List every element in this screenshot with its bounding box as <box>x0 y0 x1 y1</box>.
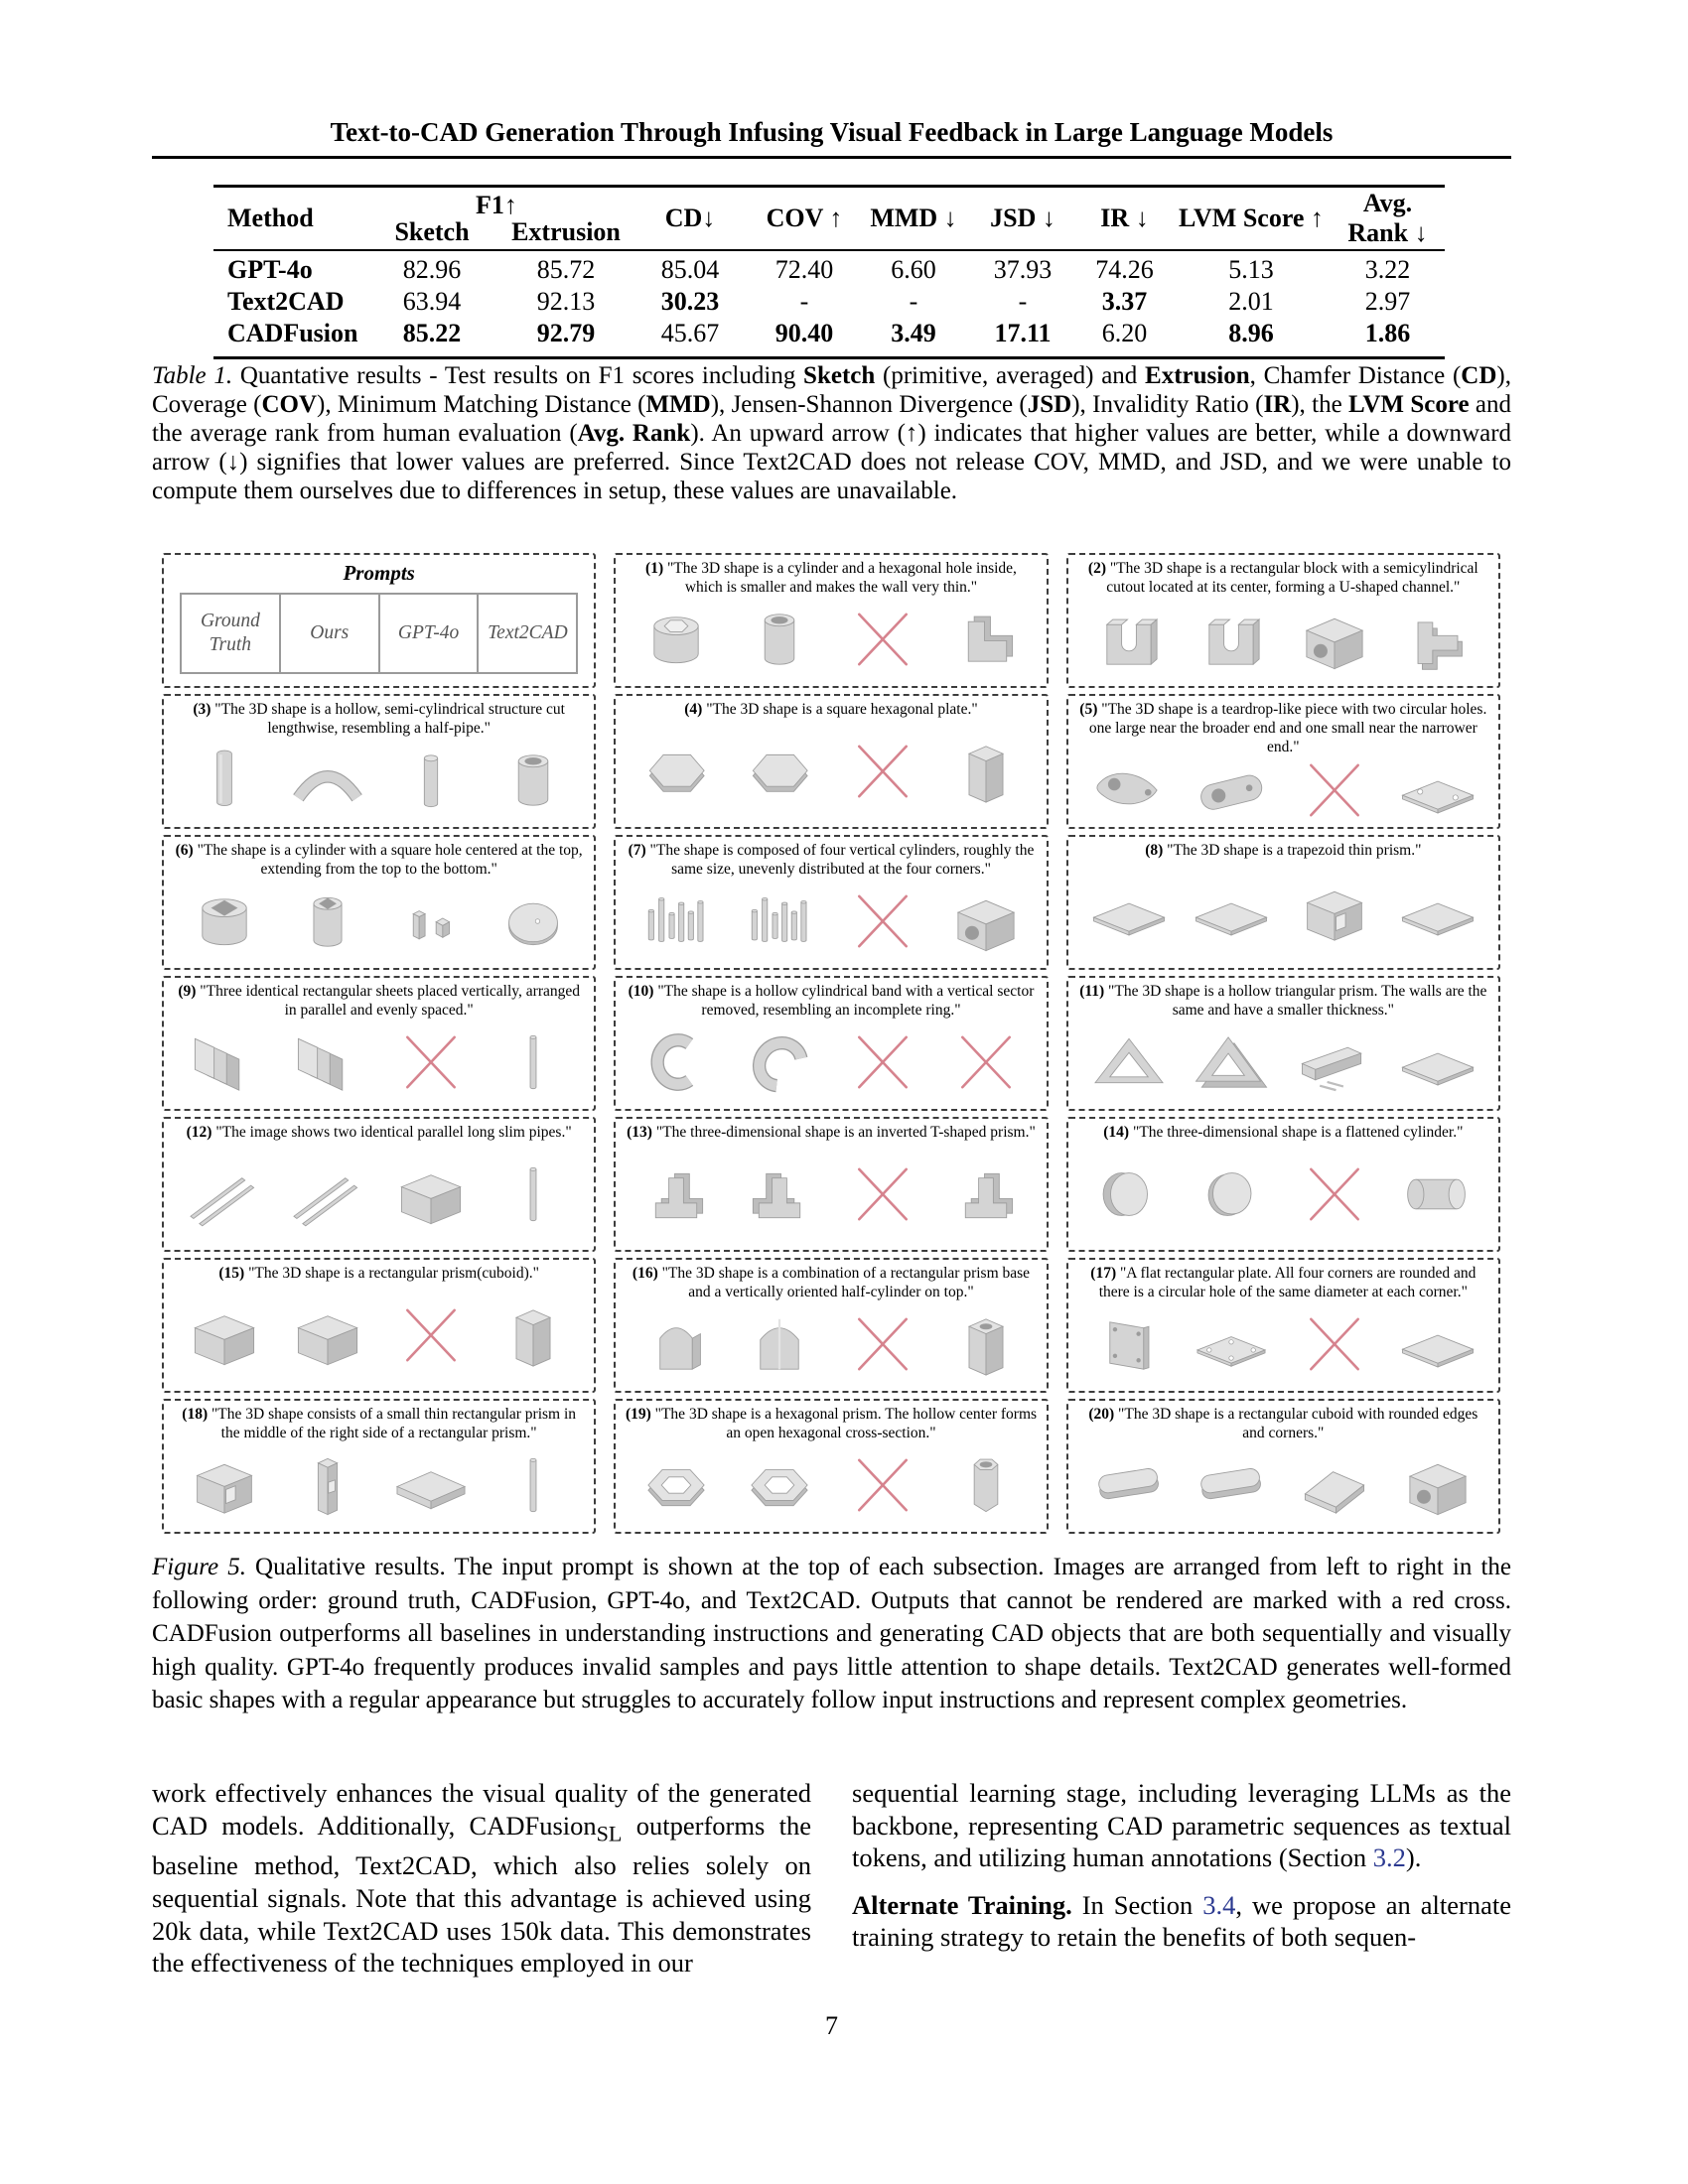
cad-shape-pipes-icon <box>278 1158 377 1231</box>
render-failure-cross-icon <box>833 603 932 676</box>
body-right-paragraph-2: Alternate Training. In Section 3.4, we propose an alternate training strategy to retain the benefits of both sequen- <box>852 1889 1511 1953</box>
cad-shape-tblock2-icon <box>730 1158 829 1231</box>
metric-value: 3.22 <box>1364 255 1411 284</box>
metric-value: 85.22 <box>402 319 462 347</box>
cad-shape-tube-icon <box>730 603 829 676</box>
figure-panel-19 <box>614 1399 1048 1534</box>
cad-shape-plate-icon <box>1388 1307 1487 1381</box>
cad-shape-tritube-icon <box>1182 1025 1281 1099</box>
legend-col-gpt4o: GPT-4o <box>380 595 480 672</box>
col-header-ir: IR ↓ <box>1100 204 1149 232</box>
table-row <box>213 286 1445 318</box>
cad-shape-rbox-icon <box>1079 1448 1179 1522</box>
cad-shape-hexplate-icon <box>627 735 726 808</box>
panel-prompt: (5) "The 3D shape is a teardrop-like piece with two circular holes. one large near the broader end and one small near the narrower end." <box>1079 701 1487 755</box>
cad-shape-triframe-icon <box>1079 1025 1179 1099</box>
col-header-method: Method <box>227 204 314 232</box>
panel-prompt: (13) "The three-dimensional shape is an inverted T-shaped prism." <box>627 1124 1036 1141</box>
cad-shape-plateholes4-icon <box>1182 1307 1281 1381</box>
legend-col-ground-truth: Ground Truth <box>182 595 281 672</box>
figure-panel-14 <box>1066 1117 1500 1252</box>
method-name: GPT-4o <box>227 255 313 284</box>
cad-shape-hexprismhole-icon <box>936 1448 1036 1522</box>
metric-value: 37.93 <box>993 255 1053 284</box>
col-header-f1-group <box>362 188 631 249</box>
metric-value: 90.40 <box>774 319 834 347</box>
panel-prompt: (9) "Three identical rectangular sheets placed vertically, arranged in parallel and evenly spaced." <box>178 983 580 1019</box>
metric-value: 45.67 <box>660 319 720 347</box>
cad-shape-pipes-icon <box>175 1158 274 1231</box>
metric-value: 82.96 <box>402 255 462 284</box>
cad-shape-rod-icon <box>484 1025 583 1099</box>
method-name: Text2CAD <box>227 287 345 316</box>
cad-shape-lblock-icon <box>936 603 1036 676</box>
panel-prompt: (3) "The 3D shape is a hollow, semi-cylindrical structure cut lengthwise, resembling a half-pipe." <box>193 701 565 737</box>
cad-shape-tallbox-icon <box>484 1298 583 1372</box>
cad-shape-arch2-icon <box>730 1307 829 1381</box>
cad-shape-box-icon <box>175 1298 274 1372</box>
cad-shape-box-icon <box>381 1158 481 1231</box>
title-rule <box>152 156 1511 159</box>
metric-value: 30.23 <box>660 287 720 316</box>
figure-panel-7 <box>614 835 1048 970</box>
section-link[interactable]: 3.4 <box>1202 1889 1236 1920</box>
cad-shape-tblock-icon <box>627 1158 726 1231</box>
cad-shape-sheets-icon <box>175 1025 274 1099</box>
metric-value: 2.01 <box>1228 287 1274 316</box>
render-failure-cross-icon <box>1285 1307 1384 1381</box>
cad-shape-boxholetop-icon <box>936 1307 1036 1381</box>
metric-value: 92.13 <box>536 287 596 316</box>
metric-value: 85.04 <box>660 255 720 284</box>
metric-value: 17.11 <box>994 319 1052 347</box>
cad-shape-longbar-icon <box>1285 1025 1384 1099</box>
panel-prompt: (11) "The 3D shape is a hollow triangular prism. The walls are the same and have a smaller thickness." <box>1079 983 1487 1019</box>
panel-prompt: (12) "The image shows two identical parallel long slim pipes." <box>186 1124 572 1141</box>
cad-shape-disc2-icon <box>1182 1158 1281 1231</box>
table-row <box>213 318 1445 349</box>
body-text-right <box>852 1777 1511 1954</box>
metric-value: - <box>909 287 918 316</box>
render-failure-cross-icon <box>833 1025 932 1099</box>
metric-value: 92.79 <box>536 319 596 347</box>
metric-value: 1.86 <box>1364 319 1411 347</box>
figure-panel-9 <box>162 976 596 1111</box>
panel-prompt: (4) "The 3D shape is a square hexagonal plate." <box>684 701 978 718</box>
col-header-cd: CD↓ <box>664 204 716 232</box>
cad-shape-tblock-icon <box>936 1158 1036 1231</box>
body-right-paragraph-1: sequential learning stage, including leveraging LLMs as the backbone, representing CAD parametric sequences as textual tokens, and utilizing human annotations (Section 3.2). <box>852 1778 1511 1873</box>
panel-prompt: (19) "The 3D shape is a hexagonal prism. The hollow center forms an open hexagonal cross-section." <box>625 1406 1038 1441</box>
figure-panel-10 <box>614 976 1048 1111</box>
figure-panel-6 <box>162 835 596 970</box>
cad-shape-vhalfpipe-icon <box>175 744 274 817</box>
metric-value: 85.72 <box>536 255 596 284</box>
cad-shape-boxtab-icon <box>1285 876 1384 949</box>
cad-shape-cyldiahole-icon <box>278 885 377 958</box>
cad-shape-wedge-icon <box>1285 1448 1384 1522</box>
panel-prompt: (18) "The 3D shape consists of a small thin rectangular prism in the middle of the right side of a rectangular prism." <box>182 1406 577 1441</box>
cad-shape-rods-icon <box>730 885 829 958</box>
cad-shape-tube-icon <box>484 744 583 817</box>
col-header-mmd: MMD ↓ <box>870 204 957 232</box>
method-name: CADFusion <box>227 319 358 347</box>
figure-panel-3 <box>162 694 596 829</box>
render-failure-cross-icon <box>381 1025 481 1099</box>
table-caption: Table 1. Quantative results - Test results on F1 scores including Sketch (primitive, averaged) and Extrusion, Chamfer Distance (CD), Coverage (COV), Minimum Matching Distance (MMD), Jensen-Shannon Divergence (JSD), Invalidity Ratio (IR), the LVM Score and the average rank from human evaluation (Avg. Rank). An upward arrow (↑) indicates that higher values are better, while a downward arrow (↓) signifies that lower values are preferred. Since Text2CAD does not release COV, MMD, and JSD, and we were unable to compute them ourselves due to differences in setup, these values are unavailable. <box>152 362 1512 504</box>
cad-shape-plate-icon <box>1388 876 1487 949</box>
render-failure-cross-icon <box>381 1298 481 1372</box>
figure-panel-4 <box>614 694 1048 829</box>
cad-shape-thincyl-icon <box>381 744 481 817</box>
col-header-jsd: JSD ↓ <box>990 204 1055 232</box>
cad-shape-arch-icon <box>627 1307 726 1381</box>
cad-shape-rodpair-icon <box>381 885 481 958</box>
figure-panel-18 <box>162 1399 596 1534</box>
render-failure-cross-icon <box>833 1448 932 1522</box>
panel-prompt: (8) "The 3D shape is a trapezoid thin prism." <box>1145 842 1422 859</box>
cad-shape-boxhole-icon <box>1388 1448 1487 1522</box>
metric-value: 63.94 <box>402 287 462 316</box>
render-failure-cross-icon <box>1285 1158 1384 1231</box>
cad-shape-plate-icon <box>1388 1025 1487 1099</box>
cad-shape-boxhole-icon <box>1285 603 1384 676</box>
metric-value: 3.37 <box>1101 287 1148 316</box>
cad-shape-hexhollow-icon <box>730 1448 829 1522</box>
panel-prompt: (14) "The three-dimensional shape is a flattened cylinder." <box>1103 1124 1464 1141</box>
cad-shape-disc-icon <box>1079 1158 1179 1231</box>
cad-shape-hcyl-icon <box>1388 1158 1487 1231</box>
figure-panel-17 <box>1066 1258 1500 1393</box>
cad-shape-boxhole-icon <box>936 885 1036 958</box>
render-failure-cross-icon <box>1285 753 1384 827</box>
cad-shape-tallbox-icon <box>936 735 1036 808</box>
figure-5 <box>162 553 1500 1534</box>
col-header-extrusion: Extrusion <box>511 217 621 246</box>
table-body <box>213 251 1445 356</box>
page-title: Text-to-CAD Generation Through Infusing Visual Feedback in Large Language Models <box>330 117 1334 147</box>
col-header-avg-rank: Avg. Rank ↓ <box>1347 189 1428 247</box>
cad-shape-rod-icon <box>484 1448 583 1522</box>
metric-value: - <box>799 287 809 316</box>
col-header-cov: COV ↑ <box>766 204 843 232</box>
cad-shape-boxtab-icon <box>175 1448 274 1522</box>
panel-prompt: (17) "A flat rectangular plate. All four corners are rounded and there is a circular hole of the same diameter at each corner." <box>1090 1265 1477 1300</box>
cad-shape-ring-icon <box>627 1025 726 1099</box>
cad-shape-cylhexhole-icon <box>627 603 726 676</box>
render-failure-cross-icon <box>833 1307 932 1381</box>
panel-prompt: (15) "The 3D shape is a rectangular prism(cuboid)." <box>218 1265 539 1282</box>
cad-shape-plate-icon <box>1182 876 1281 949</box>
panel-prompt: (20) "The 3D shape is a rectangular cuboid with rounded edges and corners." <box>1088 1406 1478 1441</box>
metric-value: 6.60 <box>891 255 936 284</box>
cad-shape-teardrop-icon <box>1079 753 1179 827</box>
cad-shape-rbar-icon <box>1182 753 1281 827</box>
metric-value: 74.26 <box>1095 255 1154 284</box>
cad-shape-rods-icon <box>627 885 726 958</box>
cad-shape-hexplate-icon <box>730 735 829 808</box>
figure-caption: Figure 5. Qualitative results. The input prompt is shown at the top of each subsection. Images are arranged from left to right in the following order: ground truth, CADFusion, GPT-4o, and Text2CAD. Outputs that cannot be rendered are marked with a red cross. CADFusion outperforms all baselines in understanding instructions and generating CAD objects that are both sequentially and visually high quality. GPT-4o frequently produces invalid samples and pays little attention to shape details. Text2CAD generates well-formed basic shapes with a regular appearance but struggles to accurately follow input instructions and represent complex geometries. <box>152 1554 1511 1713</box>
panel-prompt: (16) "The 3D shape is a combination of a rectangular prism base and a vertically oriented half-cylinder on top." <box>632 1265 1031 1300</box>
cad-shape-hexhollow-icon <box>627 1448 726 1522</box>
cad-shape-sheets-icon <box>278 1025 377 1099</box>
cad-shape-uchannel-icon <box>1182 603 1281 676</box>
body-text-left: work effectively enhances the visual quality of the generated CAD models. Additionally, CADFusion$_{SL}$ outperforms the baseline method, Text2CAD, which also relies solely on sequential signals. Note that this advantage is achieved using 20k data, while Text2CAD uses 150k data. This demonstrates the effectiveness of the techniques employed in our <box>152 1778 811 1979</box>
legend-title: Prompts <box>343 561 415 585</box>
figure-panel-12 <box>162 1117 596 1252</box>
render-failure-cross-icon <box>833 885 932 958</box>
col-header-sketch: Sketch <box>394 217 470 246</box>
figure-panel-20 <box>1066 1399 1500 1534</box>
render-failure-cross-icon <box>936 1025 1036 1099</box>
cad-shape-flatbox-icon <box>381 1448 481 1522</box>
cad-shape-dischole-icon <box>484 885 583 958</box>
render-failure-cross-icon <box>833 1158 932 1231</box>
panel-prompt: (6) "The shape is a cylinder with a square hole centered at the top, extending from the top to the bottom." <box>175 842 583 878</box>
cad-shape-uchannel-icon <box>1079 603 1179 676</box>
panel-prompt: (1) "The 3D shape is a cylinder and a hexagonal hole inside, which is smaller and makes the wall very thin." <box>645 560 1017 596</box>
metric-value: 5.13 <box>1228 255 1274 284</box>
figure-panel-2 <box>1066 553 1500 688</box>
figure-panel-8 <box>1066 835 1500 970</box>
figure-panel-11 <box>1066 976 1500 1111</box>
cad-shape-rbox-icon <box>1182 1448 1281 1522</box>
cad-shape-tallboxtab-icon <box>278 1448 377 1522</box>
metric-value: 6.20 <box>1101 319 1148 347</box>
col-header-lvm-score: LVM Score ↑ <box>1179 204 1324 232</box>
metric-value: 2.97 <box>1364 287 1411 316</box>
panel-prompt: (2) "The 3D shape is a rectangular block with a semicylindrical cutout located at its center, forming a U-shaped channel." <box>1087 560 1478 596</box>
table-header <box>213 188 1445 251</box>
metric-value: 72.40 <box>774 255 834 284</box>
cad-shape-plateholes2-icon <box>1388 753 1487 827</box>
legend-box <box>180 593 578 674</box>
figure-panel-15 <box>162 1258 596 1393</box>
page-number: 7 <box>825 2011 838 2040</box>
col-header-f1: F1↑ <box>476 190 517 219</box>
metric-value: - <box>1018 287 1028 316</box>
figure-panel-1 <box>614 553 1048 688</box>
cad-shape-tstep-icon <box>1388 603 1487 676</box>
metric-value: 3.49 <box>891 319 936 347</box>
legend-col-ours: Ours <box>281 595 380 672</box>
metric-value: 8.96 <box>1228 319 1274 347</box>
cad-shape-rod-icon <box>484 1158 583 1231</box>
figure-legend <box>162 553 596 688</box>
figure-panel-13 <box>614 1117 1048 1252</box>
panel-prompt: (10) "The shape is a hollow cylindrical band with a vertical sector removed, resembling an incomplete ring." <box>628 983 1035 1019</box>
cad-shape-vplate-icon <box>1079 1307 1179 1381</box>
cad-shape-cylsqhole-icon <box>175 885 274 958</box>
results-table <box>213 185 1445 359</box>
table-row <box>213 254 1445 286</box>
cad-shape-ring2-icon <box>730 1025 829 1099</box>
figure-panel-16 <box>614 1258 1048 1393</box>
legend-col-text2cad: Text2CAD <box>488 621 568 643</box>
render-failure-cross-icon <box>833 735 932 808</box>
section-link[interactable]: 3.2 <box>1372 1843 1406 1873</box>
figure-panel-5 <box>1066 694 1500 829</box>
cad-shape-halfpipe-icon <box>278 744 377 817</box>
panel-prompt: (7) "The shape is composed of four vertical cylinders, roughly the same size, unevenly distributed at the four corners." <box>628 842 1035 878</box>
cad-shape-box-icon <box>278 1298 377 1372</box>
cad-shape-plate-icon <box>1079 876 1179 949</box>
